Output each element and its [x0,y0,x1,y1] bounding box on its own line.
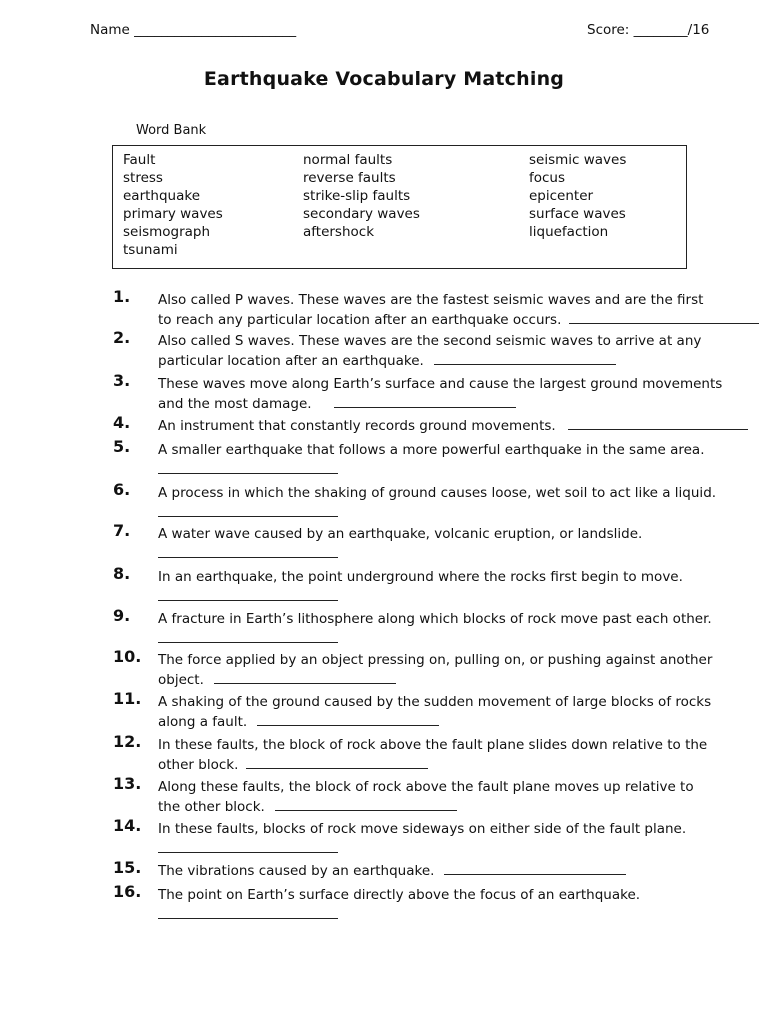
question-number: 15. [113,858,142,877]
question-number: 9. [113,606,131,625]
word-bank-term: surface waves [529,206,626,222]
answer-blank[interactable] [275,797,457,811]
question-number: 3. [113,371,131,390]
answer-blank[interactable] [246,755,428,769]
question-text: object. [158,672,204,688]
question-text: Also called S waves. These waves are the second seismic waves to arrive at any [158,333,702,349]
question-text-line [158,755,428,775]
word-bank-term: normal faults [303,152,393,168]
answer-blank[interactable] [158,544,338,558]
question-number: 11. [113,689,142,708]
word-bank-term: seismograph [123,224,211,240]
question-text-line [158,483,716,503]
question-text-line [158,861,626,881]
question-text: In these faults, blocks of rock move sideways on either side of the fault plane. [158,821,687,837]
question-number: 7. [113,521,131,540]
question-text-line [158,777,694,797]
question-text-line [158,587,338,607]
answer-blank[interactable] [158,587,338,601]
answer-blank[interactable] [158,839,338,853]
question-text-line [158,885,640,905]
question-text-line [158,797,457,817]
question-number: 14. [113,816,142,835]
question-text: A fracture in Earth’s lithosphere along which blocks of rock move past each other. [158,611,712,627]
word-bank-term: primary waves [123,206,223,222]
word-bank-term: reverse faults [303,170,396,186]
word-bank-term: earthquake [123,188,201,204]
question-text-line [158,374,722,394]
word-bank-label: Word Bank [136,123,207,138]
question-text: In these faults, the block of rock above the fault plane slides down relative to the [158,737,708,753]
answer-blank[interactable] [434,351,616,365]
question-text: In an earthquake, the point underground where the rocks first begin to move. [158,569,683,585]
question-text-line [158,839,338,859]
answer-blank[interactable] [568,416,748,430]
word-bank-term: epicenter [529,188,594,204]
word-bank-term: strike-slip faults [303,188,411,204]
question-text-line [158,416,748,436]
answer-blank[interactable] [158,460,338,474]
question-text: to reach any particular location after an earthquake occurs. [158,312,562,328]
question-text-line [158,440,705,460]
question-text-line [158,460,338,480]
question-text-line [158,290,703,310]
question-text: The vibrations caused by an earthquake. [158,863,435,879]
word-bank-term: liquefaction [529,224,609,240]
question-text-line [158,819,686,839]
question-text: particular location after an earthquake. [158,353,424,369]
word-bank-term: secondary waves [303,206,420,222]
question-text: These waves move along Earth’s surface and cause the largest ground movements [158,376,723,392]
question-number: 16. [113,882,142,901]
question-text: A smaller earthquake that follows a more powerful earthquake in the same area. [158,442,705,458]
question-number: 1. [113,287,131,306]
question-text-line [158,567,683,587]
question-text: An instrument that constantly records ground movements. [158,418,556,434]
question-text-line [158,544,338,564]
answer-blank[interactable] [334,394,516,408]
question-text: the other block. [158,799,265,815]
answer-blank[interactable] [214,670,396,684]
question-text-line [158,650,712,670]
question-text-line [158,629,338,649]
question-text-line [158,609,712,629]
page-title: Earthquake Vocabulary Matching [203,68,565,90]
question-number: 12. [113,732,142,751]
question-text-line [158,712,439,732]
question-text-line [158,524,642,544]
question-text: A water wave caused by an earthquake, volcanic eruption, or landslide. [158,526,643,542]
name-field-label: Name ________________________ [90,22,297,38]
word-bank-column-2 [303,151,420,241]
word-bank-term: focus [529,170,566,186]
question-number: 10. [113,647,142,666]
question-text-line [158,310,759,330]
question-number: 8. [113,564,131,583]
question-text-line [158,692,711,712]
question-text: The force applied by an object pressing on, pulling on, or pushing against another [158,652,713,668]
question-number: 5. [113,437,131,456]
question-text: other block. [158,757,239,773]
answer-blank[interactable] [569,310,759,324]
answer-blank[interactable] [444,861,626,875]
question-text-line [158,331,701,351]
question-text: A process in which the shaking of ground causes loose, wet soil to act like a liquid. [158,485,717,501]
question-text: A shaking of the ground caused by the sudden movement of large blocks of rocks [158,694,712,710]
answer-blank[interactable] [257,712,439,726]
question-number: 2. [113,328,131,347]
word-bank-column-3 [529,151,626,241]
question-number: 4. [113,413,131,432]
word-bank-term: seismic waves [529,152,627,168]
answer-blank[interactable] [158,905,338,919]
answer-blank[interactable] [158,629,338,643]
word-bank-term: Fault [123,152,156,168]
word-bank-term: tsunami [123,242,178,258]
question-text-line [158,670,396,690]
question-text: Also called P waves. These waves are the fastest seismic waves and are the first [158,292,704,308]
answer-blank[interactable] [158,503,338,517]
question-text-line [158,735,707,755]
question-text-line [158,905,338,925]
question-text-line [158,351,616,371]
question-text: Along these faults, the block of rock above the fault plane moves up relative to [158,779,694,795]
question-text: along a fault. [158,714,248,730]
question-text-line [158,394,516,414]
word-bank-column-1 [123,151,223,259]
word-bank-term: stress [123,170,163,186]
question-number: 13. [113,774,142,793]
score-field-label: Score: ________/16 [587,22,710,38]
question-text: The point on Earth’s surface directly above the focus of an earthquake. [158,887,641,903]
question-text-line [158,503,338,523]
word-bank-term: aftershock [303,224,375,240]
word-bank-box [112,145,687,269]
question-text: and the most damage. [158,396,312,412]
question-number: 6. [113,480,131,499]
